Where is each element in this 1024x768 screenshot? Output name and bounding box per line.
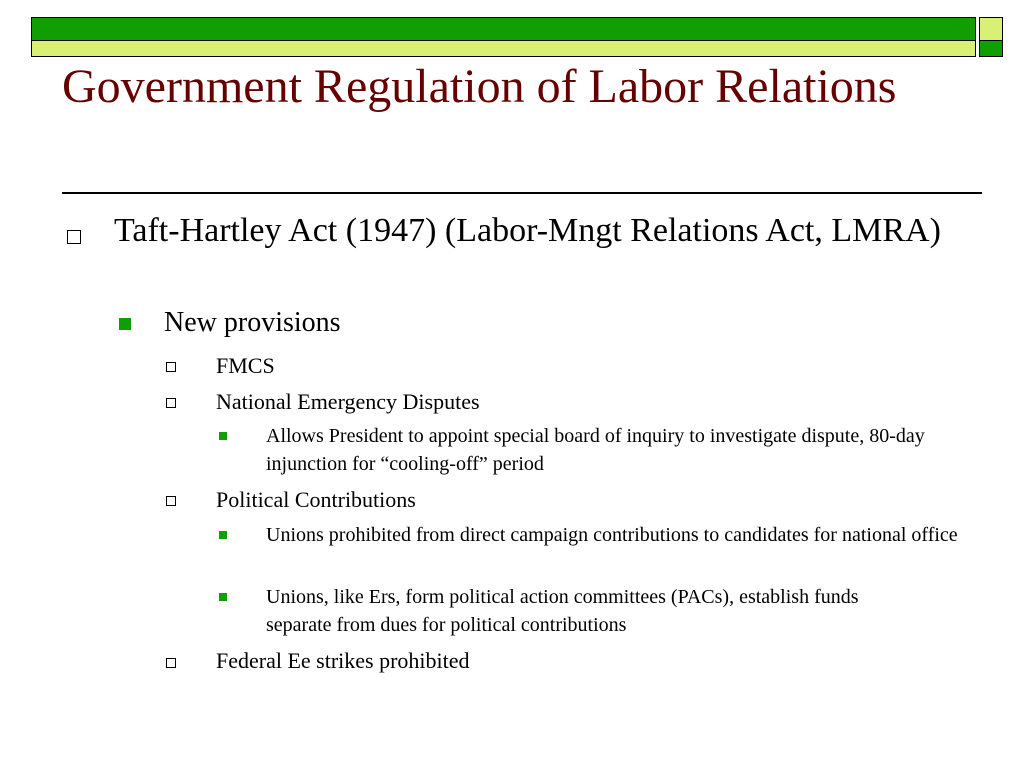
hollow-square-icon	[166, 398, 176, 408]
green-square-icon	[219, 593, 227, 601]
bullet-text: Allows President to appoint special board of inquiry to investigate dispute, 80-day injunction for “cooling-off” period	[266, 425, 925, 475]
hollow-square-icon	[67, 230, 81, 244]
hollow-square-icon	[166, 496, 176, 506]
bullet-text: Taft-Hartley Act (1947) (Labor-Mngt Relations Act, LMRA)	[114, 212, 941, 249]
green-square-icon	[219, 531, 227, 539]
slide-title: Government Regulation of Labor Relations	[62, 60, 897, 113]
bullet-text: National Emergency Disputes	[216, 389, 480, 414]
green-square-icon	[219, 432, 227, 440]
bullet-text: Unions prohibited from direct campaign contributions to candidates for national office	[266, 524, 958, 546]
bullet-text: FMCS	[216, 353, 275, 378]
bullet-text: Unions, like Ers, form political action committees (PACs), establish funds separate from dues for political contributions	[266, 586, 859, 636]
bullet-text: New provisions	[164, 307, 341, 338]
hollow-square-icon	[166, 362, 176, 372]
hollow-square-icon	[166, 658, 176, 668]
green-square-icon	[119, 318, 131, 330]
bullet-text: Political Contributions	[216, 487, 416, 512]
bullet-text: Federal Ee strikes prohibited	[216, 648, 470, 673]
